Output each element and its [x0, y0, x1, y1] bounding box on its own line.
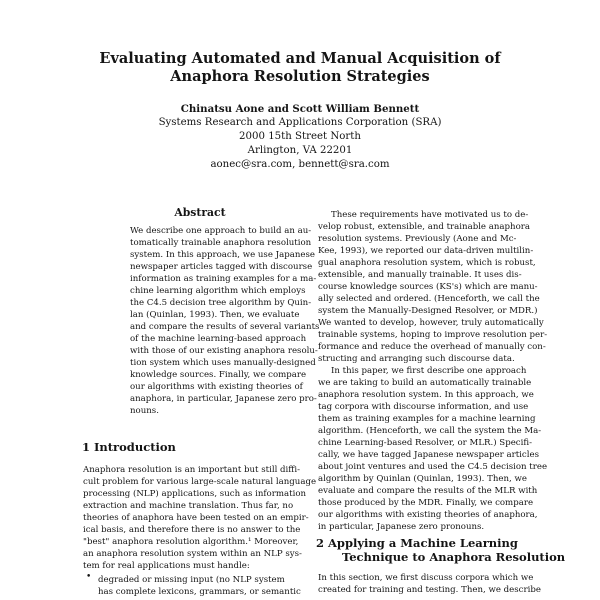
- right-line: ally selected and ordered. (Henceforth, we call the: [318, 294, 540, 304]
- author-emails: aonec@sra.com, bennett@sra.com: [210, 159, 390, 170]
- right-line: course knowledge sources (KS's) which are manu-: [318, 282, 538, 292]
- right-line: we are taking to build an automatically trainable: [318, 378, 532, 388]
- right-line: in particular, Japanese zero pronouns.: [318, 522, 485, 532]
- abstract-line: anaphora, in particular, Japanese zero pro-: [130, 394, 317, 404]
- abstract-line: the C4.5 decision tree algorithm by Quin-: [130, 298, 312, 308]
- abstract-line: nouns.: [130, 406, 159, 416]
- abstract-line: tion system which uses manually-designed: [130, 358, 316, 368]
- right-line: evaluate and compare the results of the MLR with: [318, 486, 538, 496]
- right-line: cally, we have tagged Japanese newspaper articles: [318, 450, 539, 460]
- section-2-title-line-2: Technique to Anaphora Resolution: [342, 550, 566, 564]
- right-line: tag corpora with discourse information, and use: [318, 402, 529, 412]
- right-line: Kee, 1993), we reported our data-driven multilin-: [318, 246, 534, 256]
- intro-line: an anaphora resolution system within an NLP sys-: [83, 549, 302, 559]
- abstract-line: We describe one approach to build an au-: [130, 226, 312, 236]
- paper-title: [0, 50, 600, 86]
- abstract-line: newspaper articles tagged with discourse: [130, 262, 313, 272]
- author-block: [0, 102, 600, 172]
- intro-line: ical basis, and therefore there is no answer to the: [83, 525, 301, 535]
- intro-line: extraction and machine translation. Thus far, no: [83, 501, 294, 511]
- intro-line: cult problem for various large-scale natural language: [83, 477, 317, 487]
- bullet-1-line: degraded or missing input (no NLP system: [98, 575, 285, 585]
- right-line: those produced by the MDR. Finally, we compare: [318, 498, 534, 508]
- right-line: structing and arranging such discourse data.: [318, 354, 515, 364]
- abstract-line: lan (Quinlan, 1993). Then, we evaluate: [130, 310, 300, 320]
- right-line: In this paper, we first describe one approach: [331, 366, 527, 376]
- abstract-line: and compare the results of several variants: [130, 322, 320, 332]
- right-line: extensible, and manually trainable. It uses dis-: [318, 270, 522, 280]
- right-line: about joint ventures and used the C4.5 decision tree: [318, 462, 548, 472]
- right-line: resolution systems. Previously (Aone and Mc-: [318, 234, 517, 244]
- right-line: chine Learning-based Resolver, or MLR.) Specifi-: [318, 438, 532, 448]
- section-2-title-line-1: 2 Applying a Machine Learning: [316, 536, 518, 550]
- sec2-line: created for training and testing. Then, we describe: [318, 585, 541, 595]
- right-line: system the Manually-Designed Resolver, or MDR.): [318, 306, 538, 316]
- affiliation-line-1: Systems Research and Applications Corporation (SRA): [158, 117, 442, 128]
- abstract-line: system. In this approach, we use Japanese: [130, 250, 315, 260]
- abstract-heading: Abstract: [174, 206, 226, 219]
- affiliation-line-3: Arlington, VA 22201: [247, 145, 353, 156]
- right-line: formance and reduce the overhead of manually con-: [318, 342, 546, 352]
- right-line: velop robust, extensible, and trainable anaphora: [318, 222, 530, 232]
- right-line: them as training examples for a machine learning: [318, 414, 536, 424]
- section-heading-2: [316, 536, 565, 564]
- title-line-1: Evaluating Automated and Manual Acquisition of: [99, 50, 501, 67]
- abstract-line: tomatically trainable anaphora resolution: [130, 238, 312, 248]
- abstract-line: of the machine learning-based approach: [130, 334, 307, 344]
- intro-line: tem for real applications must handle:: [83, 561, 250, 571]
- sec2-line: In this section, we first discuss corpora which we: [318, 573, 534, 583]
- abstract-line: knowledge sources. Finally, we compare: [130, 370, 307, 380]
- affiliation-line-2: 2000 15th Street North: [239, 131, 361, 142]
- right-line: our algorithms with existing theories of anaphora,: [318, 510, 538, 520]
- abstract-line: information as training examples for a ma-: [130, 274, 317, 284]
- intro-line: theories of anaphora have been tested on an empir-: [83, 513, 309, 523]
- intro-line: processing (NLP) applications, such as information: [83, 489, 307, 499]
- right-line: We wanted to develop, however, truly automatically: [318, 318, 544, 328]
- right-line: algorithm by Quinlan (Quinlan, 1993). Then, we: [318, 474, 527, 484]
- author-names: Chinatsu Aone and Scott William Bennett: [180, 103, 420, 115]
- right-line: anaphora resolution system. In this approach, we: [318, 390, 534, 400]
- bullet-marker: •: [86, 572, 92, 582]
- right-line: trainable systems, hoping to improve resolution per-: [318, 330, 548, 340]
- intro-line: "best" anaphora resolution algorithm.¹ Moreover,: [83, 537, 299, 547]
- title-line-2: Anaphora Resolution Strategies: [170, 68, 430, 85]
- intro-line: Anaphora resolution is an important but still diffi-: [83, 465, 301, 475]
- abstract-line: chine learning algorithm which employs: [130, 286, 306, 296]
- right-line: These requirements have motivated us to de-: [331, 210, 529, 220]
- right-line: gual anaphora resolution system, which is robust,: [318, 258, 536, 268]
- abstract-line: with those of our existing anaphora resolu-: [130, 346, 318, 356]
- bullet-1-line: has complete lexicons, grammars, or semantic: [98, 587, 301, 597]
- section-heading-introduction: 1 Introduction: [82, 440, 176, 454]
- abstract-line: our algorithms with existing theories of: [130, 382, 303, 392]
- right-line: algorithm. (Henceforth, we call the system the Ma-: [318, 426, 542, 436]
